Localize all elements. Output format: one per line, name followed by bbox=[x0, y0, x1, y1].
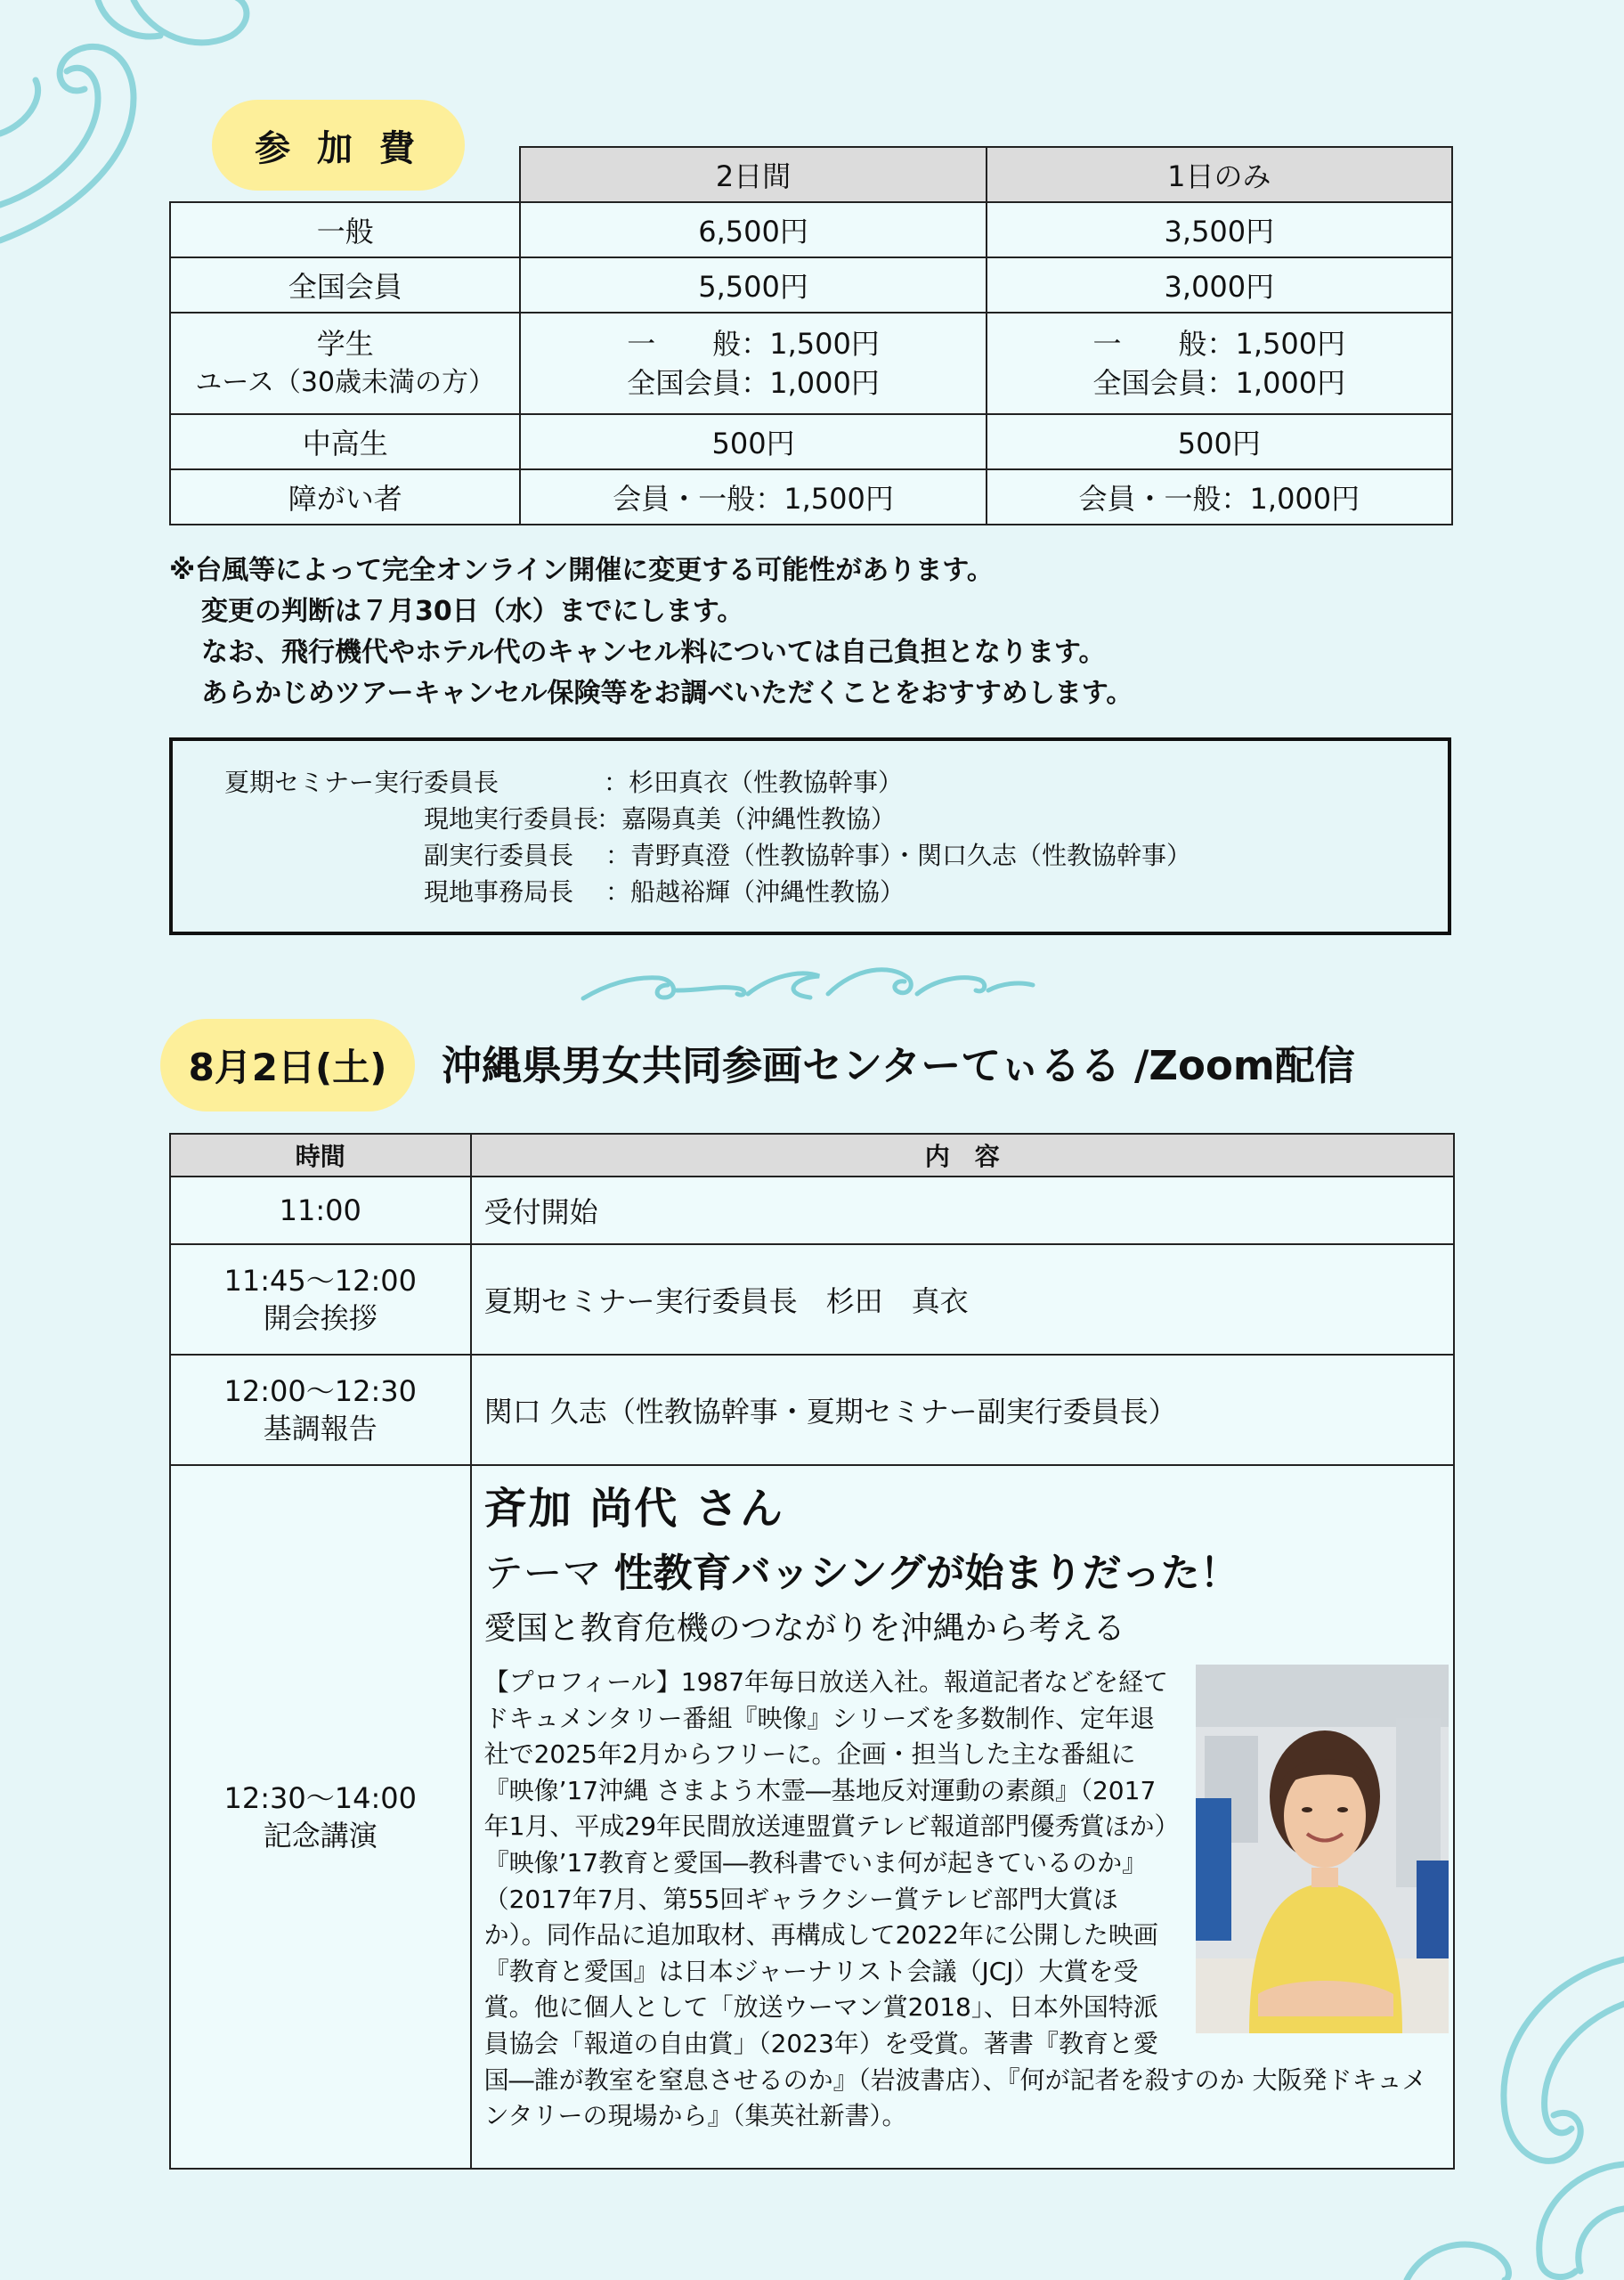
schedule-time-range: 12:30〜14:00 bbox=[223, 1781, 417, 1815]
schedule-row-lecture bbox=[170, 1465, 1454, 2169]
schedule-header-time: 時間 bbox=[170, 1134, 471, 1177]
speaker-profile: 【プロフィール】1987年毎日放送入社。報道記者などを経てドキュメンタリー番組『映像』シリーズを多数制作、定年退社で2025年2月からフリーに。企画・担当した主な番組に『映像’17沖縄 さまよう木霊―基地反対運動の素顔』（2017年1月、平成29年民間放送連盟賞テレビ報道部門優秀賞ほか）『映像’17教育と愛国―教科書でいま何が起きているのか』（2017年7月、第55回ギャラクシー賞テレビ部門大賞ほか）。同作品に追加取材、再構成して2022年に公開した映画『教育と愛国』は日本ジャーナリスト会議（JCJ）大賞を受賞。他に個人として「放送ウーマン賞2018」、日本外国特派員協会「報道の自由賞」（2023年）を受賞。著書『教育と愛国―誰が教室を窒息させるのか』（岩波書店）、『何が記者を殺すのか 大阪発ドキュメンタリーの現場から』（集英社新書）。 bbox=[483, 1667, 1427, 2131]
schedule-header-row bbox=[170, 1134, 1454, 1177]
lecture-content bbox=[471, 1465, 1454, 2169]
fee-badge: 参 加 費 bbox=[212, 100, 465, 191]
fee-header-two-day: 2日間 bbox=[520, 147, 986, 202]
fee-cell-line: 全国会員：1,000円 bbox=[627, 366, 880, 400]
fee-row-label: 障がい者 bbox=[170, 469, 520, 525]
schedule-row bbox=[170, 1355, 1454, 1465]
fee-row-disability bbox=[170, 469, 1452, 525]
schedule-time bbox=[170, 1355, 471, 1465]
schedule-row bbox=[170, 1244, 1454, 1355]
fee-header-blank-cell bbox=[170, 147, 520, 202]
fee-row-label: 中高生 bbox=[170, 414, 520, 469]
speaker-name: 斉加 尚代 さん bbox=[483, 1484, 784, 1534]
fee-cell-line: 全国会員：1,000円 bbox=[1092, 366, 1346, 400]
wave-divider-decoration bbox=[579, 958, 1042, 1003]
committee-role: 現地事務局長 bbox=[423, 877, 598, 907]
committee-row bbox=[224, 874, 1448, 910]
fee-row-member bbox=[170, 257, 1452, 313]
schedule-header-content: 内 容 bbox=[471, 1134, 1454, 1177]
committee-row bbox=[224, 837, 1448, 874]
theme-title: 性教育バッシングが始まりだった！ bbox=[613, 1551, 1239, 1596]
schedule-time-label: 開会挨拶 bbox=[263, 1301, 378, 1335]
fee-header-row bbox=[170, 147, 1452, 202]
committee-row bbox=[224, 764, 1448, 801]
notice-line: 変更の判断は７月30日（水）までにします。 bbox=[201, 596, 744, 627]
schedule-time-range: 11:45〜12:00 bbox=[223, 1264, 417, 1298]
fee-table bbox=[169, 146, 1453, 525]
schedule-time bbox=[170, 1244, 471, 1355]
lecture-theme bbox=[484, 1541, 1452, 1598]
fee-cell: 会員・一般：1,000円 bbox=[987, 469, 1452, 525]
schedule-content: 関口 久志（性教協幹事・夏期セミナー副実行委員長） bbox=[471, 1355, 1454, 1465]
committee-role: 副実行委員長 bbox=[423, 841, 598, 870]
theme-prefix: テーマ bbox=[483, 1551, 614, 1596]
schedule-time-range: 12:00〜12:30 bbox=[223, 1374, 417, 1408]
fee-row-label-sub: ユース（30歳未満の方） bbox=[195, 367, 496, 398]
fee-row-label: 全国会員 bbox=[170, 257, 520, 313]
schedule-row bbox=[170, 1177, 1454, 1244]
fee-cell: 3,500円 bbox=[987, 202, 1452, 257]
committee-role: 夏期セミナー実行委員長 bbox=[224, 768, 549, 797]
fee-row-label bbox=[170, 313, 520, 414]
fee-cell-line: 一 般：1,500円 bbox=[627, 327, 880, 361]
fee-header-one-day: 1日のみ bbox=[987, 147, 1452, 202]
notice-line: あらかじめツアーキャンセル保険等をお調べいただくことをおすすめします。 bbox=[201, 678, 1133, 709]
fee-row-label: 一般 bbox=[170, 202, 520, 257]
notice-line: ※台風等によって完全オンライン開催に変更する可能性があります。 bbox=[169, 555, 994, 586]
fee-cell: 500円 bbox=[987, 414, 1452, 469]
fee-row-label-main: 学生 bbox=[316, 327, 374, 361]
venue-title: 沖縄県男女共同参画センターてぃるる /Zoom配信 bbox=[442, 1042, 1355, 1089]
speaker-photo bbox=[1196, 1665, 1449, 2033]
schedule-content: 夏期セミナー実行委員長 杉田 真衣 bbox=[471, 1244, 1454, 1355]
committee-name: ：杉田真衣（性教協幹事） bbox=[604, 768, 904, 797]
fee-cell: 500円 bbox=[520, 414, 986, 469]
schedule-time-label: 基調報告 bbox=[263, 1412, 378, 1445]
fee-row-highschool bbox=[170, 414, 1452, 469]
committee-name: ：嘉陽真美（沖縄性教協） bbox=[597, 804, 897, 834]
committee-role: 現地実行委員長 bbox=[423, 804, 598, 834]
fee-cell: 会員・一般：1,500円 bbox=[520, 469, 986, 525]
schedule-time: 11:00 bbox=[170, 1177, 471, 1244]
schedule-time bbox=[170, 1465, 471, 2169]
fee-row-student bbox=[170, 313, 1452, 414]
schedule-table bbox=[169, 1133, 1455, 2170]
fee-cell: 6,500円 bbox=[520, 202, 986, 257]
fee-cell: 3,000円 bbox=[987, 257, 1452, 313]
lecture-subtheme: 愛国と教育危機のつながりを沖縄から考える bbox=[483, 1610, 1125, 1647]
fee-cell-line: 一 般：1,500円 bbox=[1092, 327, 1346, 361]
committee-row bbox=[224, 801, 1448, 837]
fee-row-general bbox=[170, 202, 1452, 257]
notice-block bbox=[169, 550, 1133, 714]
schedule-time-label: 記念講演 bbox=[263, 1819, 378, 1852]
fee-cell: 5,500円 bbox=[520, 257, 986, 313]
fee-cell bbox=[520, 313, 986, 414]
committee-box bbox=[169, 737, 1451, 935]
date-badge: 8月2日(土) bbox=[160, 1019, 415, 1112]
committee-name: ：青野真澄（性教協幹事）・関口久志（性教協幹事） bbox=[605, 841, 1192, 870]
schedule-content: 受付開始 bbox=[471, 1177, 1454, 1244]
committee-name: ：船越裕輝（沖縄性教協） bbox=[605, 877, 905, 907]
fee-cell bbox=[987, 313, 1452, 414]
notice-line: なお、飛行機代やホテル代のキャンセル料については自己負担となります。 bbox=[201, 637, 1106, 668]
